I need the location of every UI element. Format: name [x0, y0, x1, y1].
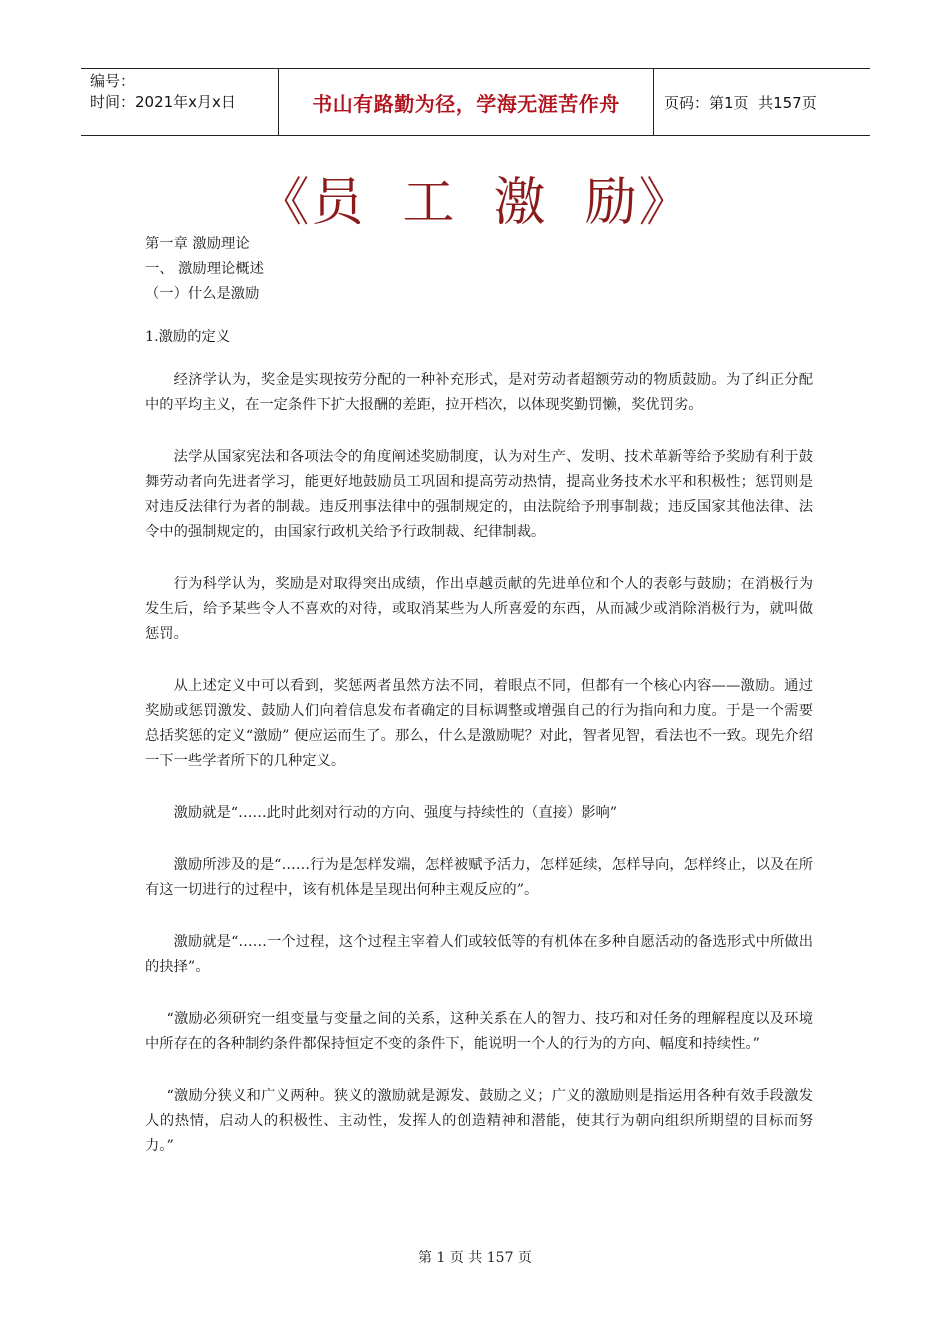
document-date-label: 时间：2021年x月x日 — [90, 93, 236, 111]
paragraph-law: 法学从国家宪法和各项法令的角度阐述奖励制度，认为对生产、发明、技术革新等给予奖励有利于鼓舞劳动者向先进者学习，能更好地鼓励员工巩固和提高劳动热情，提高业务技术水平和积极性；惩罚则是对违反法律行为者的制裁。违反刑事法律中的强制规定的，由法院给予刑事制裁；违反国家其他法律、法令中的强制规定的，由国家行政机关给予行政制裁、纪律制裁。 — [145, 449, 813, 540]
page-number: 第 1 页 共 157 页 — [418, 1250, 532, 1266]
document-title — [0, 168, 950, 238]
paragraph-definition-2: 激励所涉及的是“……行为是怎样发端，怎样被赋予活力，怎样延续，怎样导向，怎样终止，以及在所有这一切进行的过程中，该有机体是呈现出何种主观反应的”。 — [145, 857, 813, 898]
paragraph-definition-5: “激励分狭义和广义两种。狭义的激励就是源发、鼓励之义；广义的激励则是指运用各种有效手段激发人的热情，启动人的积极性、主动性，发挥人的创造精神和潜能，使其行为朝向组织所期望的目标而努力。” — [145, 1088, 813, 1154]
paragraph-definition-1: 激励就是“……此时此刻对行动的方向、强度与持续性的（直接）影响” — [173, 805, 618, 821]
paragraph-motivation-core: 从上述定义中可以看到，奖惩两者虽然方法不同，着眼点不同，但都有一个核心内容——激励。通过奖励或惩罚激发、鼓励人们向着信息发布者确定的目标调整或增强自己的行为指向和力度。于是一个需要总括奖惩的定义“激励” 便应运而生了。那么，什么是激励呢？对此，智者见智，看法也不一致。现先介绍一下一些学者所下的几种定义。 — [145, 678, 813, 769]
document-body — [145, 232, 813, 1186]
subsection-heading: （一）什么是激励 — [145, 286, 260, 302]
paragraph-definition-4: “激励必须研究一组变量与变量之间的关系，这种关系在人的智力、技巧和对任务的理解程度以及环境中所存在的各种制约条件都保持恒定不变的条件下，能说明一个人的行为的方向、幅度和持续性。” — [145, 1011, 813, 1052]
document-header — [81, 68, 870, 136]
header-page-cell — [654, 69, 870, 135]
section-heading: 一、 激励理论概述 — [145, 261, 264, 277]
document-title-text: 《员 工 激 励》 — [257, 173, 693, 233]
chapter-heading: 第一章 激励理论 — [145, 236, 250, 252]
document-number-label: 编号： — [90, 72, 136, 90]
paragraph-definition-3: 激励就是“……一个过程，这个过程主宰着人们或较低等的有机体在多种自愿活动的备选形式中所做出的抉择”。 — [145, 934, 813, 975]
page-footer — [0, 1247, 950, 1267]
paragraph-economics: 经济学认为，奖金是实现按劳分配的一种补充形式，是对劳动者超额劳动的物质鼓励。为了纠正分配中的平均主义，在一定条件下扩大报酬的差距，拉开档次，以体现奖勤罚懒，奖优罚劣。 — [145, 372, 813, 413]
paragraph-behavioral-science: 行为科学认为，奖励是对取得突出成绩，作出卓越贡献的先进单位和个人的表彰与鼓励；在消极行为发生后，给予某些令人不喜欢的对待，或取消某些为人所喜爱的东西，从而减少或消除消极行为，就叫做惩罚。 — [145, 576, 813, 642]
header-motto: 书山有路勤为径，学海无涯苦作舟 — [312, 91, 620, 116]
header-page-label: 页码：第1页 共157页 — [664, 93, 817, 112]
item-heading: 1.激励的定义 — [145, 329, 231, 345]
header-motto-cell — [279, 69, 654, 135]
header-meta — [81, 69, 279, 135]
